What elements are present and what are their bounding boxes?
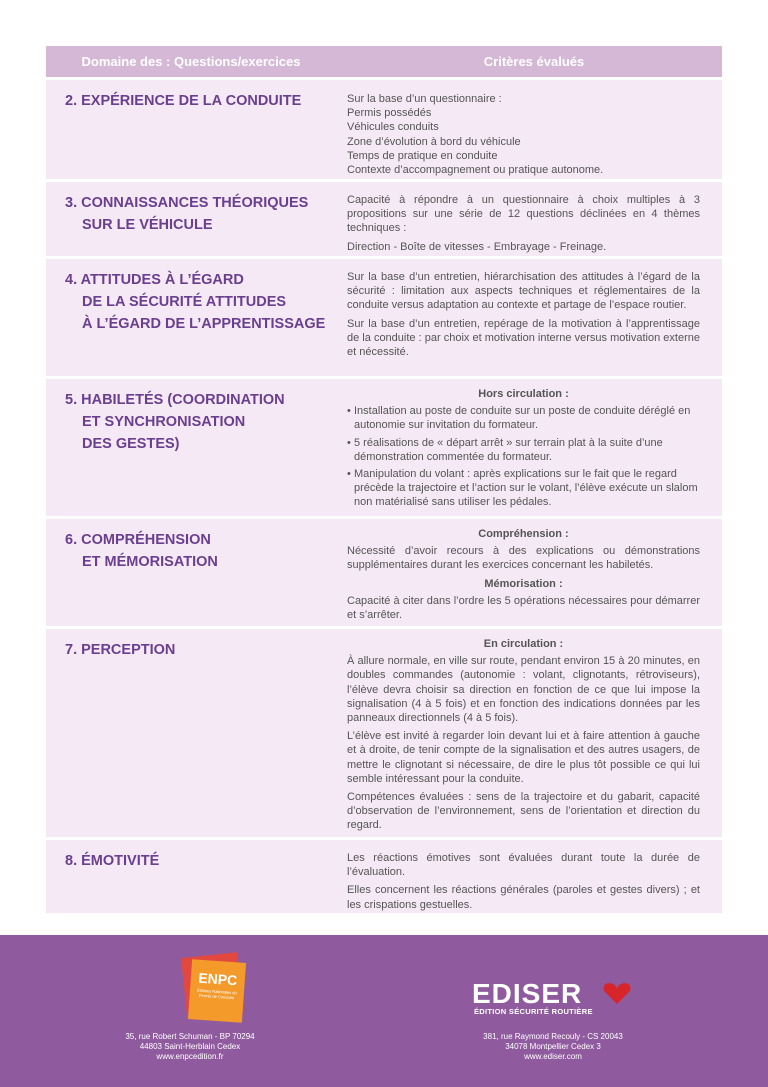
ediser-website-link[interactable]: www.ediser.com [524,1052,582,1061]
row-title-line: SUR LE VÉHICULE [82,217,213,233]
ediser-tagline: ÉDITION SÉCURITÉ ROUTIÈRE [474,1007,593,1016]
criteria-paragraph: Sur la base d’un entretien, hiérarchisation des attitudes à l’égard de la sécurité : limitation aux aspects techniques et réglementaires de la conduite versus adaptation au contexte et partage de l’espace routier. [347,271,700,312]
enpc-address [100,1032,280,1062]
header-criteria: Critères évalués [483,54,585,69]
row-title [46,840,347,913]
criteria-line: Permis possédés [347,107,432,120]
ediser-logo-text: EDISER [472,978,583,1009]
criteria-paragraph: Sur la base d’un entretien, repérage de la motivation à l’apprentissage de la conduite : par choix et motivation interne versus motivation externe et nécessité. [347,317,700,359]
criteria-paragraph: L’élève est invité à regarder loin devant lui et à faire attention à gauche et à droite, de tenir compte de la signalisation et des autres usagers, de mettre le clignotant si nécessaire, de dire le plus tôt possible ce qui lui semble intéressant pour la conduite. [347,730,700,785]
criteria-subheading: Mémorisation : [484,577,563,590]
enpc-logo-front [188,959,246,1023]
row-title [46,182,347,256]
row-title-line: 2. EXPÉRIENCE DE LA CONDUITE [65,93,302,109]
ediser-address [458,1032,648,1062]
enpc-city: 44803 Saint-Herblain Cedex [139,1042,241,1051]
bullet-text: 5 réalisations de « départ arrêt » sur terrain plat à la suite d’une démonstration commentée du formateur. [354,436,663,463]
table-row [46,80,722,179]
criteria-line: Zone d’évolution à bord du véhicule [347,135,521,148]
ediser-city: 34078 Montpellier Cedex 3 [505,1042,601,1051]
criteria-paragraph: Nécessité d’avoir recours à des explications ou démonstrations supplémentaires durant les exercices concernant les habiletés. [347,545,700,572]
bullet-icon: • [347,468,351,481]
footer-band [0,935,768,1087]
row-title [46,259,347,376]
enpc-logo-text: ENPC [197,969,238,989]
row-title [46,519,347,626]
criteria-table [46,46,722,913]
criteria-paragraph: Capacité à répondre à un questionnaire à choix multiples à 3 propositions sur une série de 12 questions déclinées en 4 thèmes techniques : [347,194,700,235]
criteria-line: Contexte d’accompagnement ou pratique autonome. [347,164,604,177]
bullet-item [347,436,700,464]
criteria-subheading: En circulation : [483,638,564,650]
row-criteria [347,629,722,837]
bullet-icon: • [347,405,351,418]
criteria-line: Sur la base d’un questionnaire : [347,93,502,105]
table-row [46,840,722,913]
row-title-line: 6. COMPRÉHENSION [65,532,211,548]
row-title-line: 3. CONNAISSANCES THÉORIQUES [65,195,309,211]
table-row [46,519,722,626]
criteria-paragraph: Elles concernent les réactions générales (paroles et gestes divers) ; et les crispations gestuelles. [347,884,700,911]
criteria-paragraph: Capacité à citer dans l’ordre les 5 opérations nécessaires pour démarrer et s’arrêter. [347,594,700,622]
criteria-paragraph: Compétences évaluées : sens de la trajectoire et du gabarit, capacité d’observation de l’environnement, sens de l’orientation et direction du regard. [347,791,700,832]
criteria-subheading: Compréhension : [478,528,569,540]
row-title [46,379,347,516]
table-row [46,182,722,256]
criteria-paragraph: Les réactions émotives sont évaluées durant toute la durée de l’évaluation. [347,852,700,879]
row-title-line: ET SYNCHRONISATION [82,414,246,430]
enpc-street: 35, rue Robert Schuman - BP 70294 [125,1032,255,1041]
bullet-text: Manipulation du volant : après explications sur le fait que le regard précède la trajectoire et l’action sur le volant, l’élève exécute un slalom non matérialisé sans utiliser les pédales. [354,468,698,509]
table-header [46,46,722,77]
ediser-logo [472,980,634,1016]
row-criteria [347,259,722,376]
criteria-lines [347,92,700,177]
bullet-item [347,467,700,510]
criteria-line: Temps de pratique en conduite [347,149,498,162]
row-title-line: 7. PERCEPTION [65,642,176,658]
enpc-logo [180,955,246,1023]
row-criteria [347,840,722,913]
criteria-subheading: Hors circulation : [478,388,569,400]
row-criteria [347,80,722,179]
bullet-text: Installation au poste de conduite sur un poste de conduite déréglé en autonomie sur invitation du formateur. [354,405,691,432]
table-row [46,259,722,376]
criteria-paragraph: Direction - Boîte de vitesses - Embrayage - Freinage. [347,240,607,253]
header-domain: Domaine des : Questions/exercices [81,54,301,69]
table-row [46,629,722,837]
row-criteria [347,519,722,626]
row-title-line: DES GESTES) [82,436,180,452]
row-title [46,629,347,837]
row-title-line: 4. ATTITUDES À L’ÉGARD [65,272,244,288]
criteria-line: Véhicules conduits [347,121,439,134]
criteria-paragraph: À allure normale, en ville sur route, pendant environ 15 à 20 minutes, en doubles commandes (autonomie : volant, clignotants, rétroviseurs), l’élève devra choisir sa direction en fonction de ce que lui impose la signalisation (4 à 5 fois) et en fonction des indications données par les panneaux directionnels (4 à 5 fois). [347,655,700,725]
row-title [46,80,347,179]
enpc-logo-subtext: Éditions Nationales du Permis de Conduire [196,987,237,1001]
bullet-item [347,404,700,432]
row-title-line: 8. ÉMOTIVITÉ [65,853,160,869]
table-row [46,379,722,516]
row-title-line: ET MÉMORISATION [82,554,218,570]
ediser-street: 381, rue Raymond Recouly - CS 20043 [483,1032,623,1041]
row-title-line: 5. HABILETÉS (COORDINATION [65,392,285,408]
row-title-line: À L’ÉGARD DE L’APPRENTISSAGE [82,316,326,332]
row-title-line: DE LA SÉCURITÉ ATTITUDES [82,294,287,310]
row-criteria [347,379,722,516]
row-criteria [347,182,722,256]
ediser-heart-icon [602,982,632,1004]
enpc-website-link[interactable]: www.enpcedition.fr [156,1052,224,1061]
bullet-icon: • [347,436,351,449]
